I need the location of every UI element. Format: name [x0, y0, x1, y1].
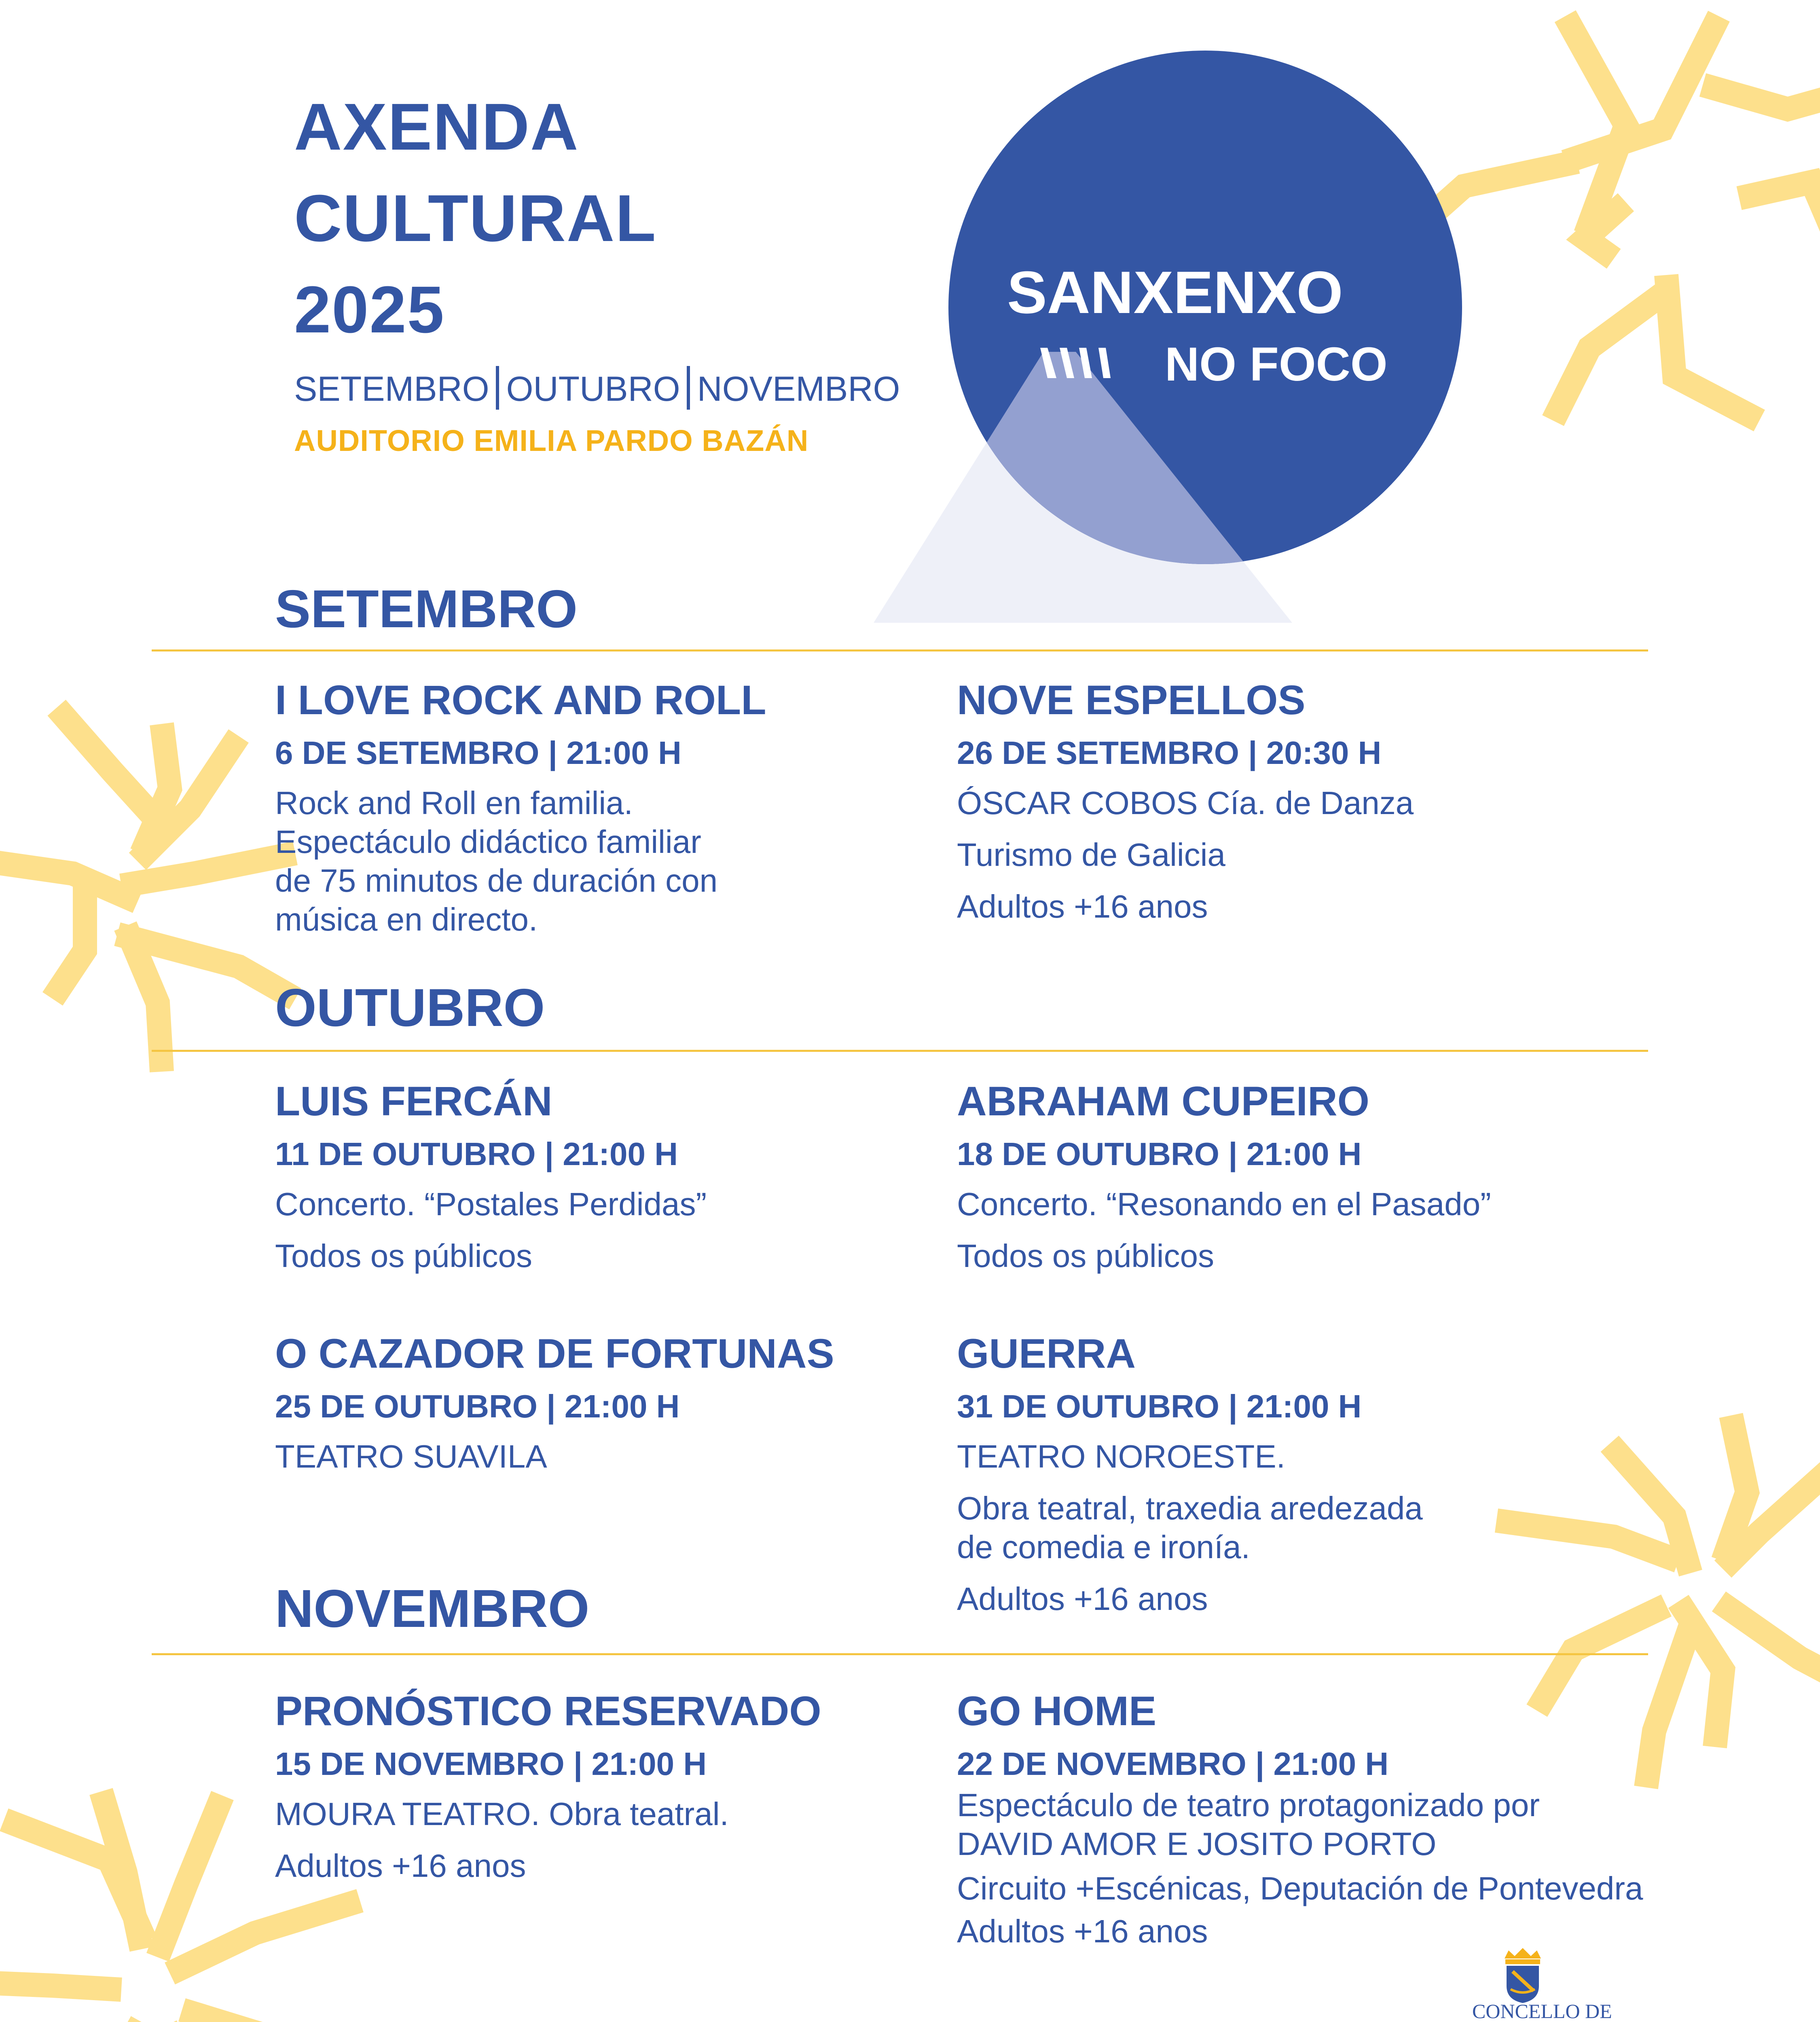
event-description: MOURA TEATRO. Obra teatral. [275, 1796, 729, 1832]
event-date: 15 DE NOVEMBRO | 21:00 H [275, 1746, 707, 1782]
event-title: GO HOME [957, 1688, 1157, 1734]
logo-subtitle: CONCELLO DE [1472, 2000, 1612, 2022]
event-audience: Todos os públicos [275, 1238, 532, 1274]
months-line [294, 366, 900, 410]
month-label: NOVEMBRO [697, 370, 900, 408]
event-description: Obra teatral, traxedia aredezada [957, 1490, 1423, 1526]
event-description: Espectáculo didáctico familiar [275, 824, 701, 860]
event-card [275, 679, 942, 939]
event-date: 22 DE NOVEMBRO | 21:00 H [957, 1746, 1389, 1782]
coat-of-arms-icon [1496, 1947, 1549, 2004]
event-audience: Todos os públicos [957, 1238, 1214, 1274]
event-title: O CAZADOR DE FORTUNAS [275, 1330, 834, 1377]
brand-name: SANXENXO [1007, 259, 1343, 326]
brand-subtitle: NO FOCO [1165, 338, 1388, 391]
event-title: PRONÓSTICO RESERVADO [275, 1688, 821, 1734]
event-description: Concerto. “Resonando en el Pasado” [957, 1186, 1491, 1222]
event-title: GUERRA [957, 1330, 1136, 1377]
section-divider [152, 1653, 1648, 1655]
title-line-2: CULTURAL [294, 181, 657, 255]
month-separator [687, 366, 690, 410]
event-description: de comedia e ironía. [957, 1529, 1250, 1565]
month-separator [496, 366, 499, 410]
event-description: DAVID AMOR E JOSITO PORTO [957, 1826, 1437, 1862]
event-description: TEATRO SUAVILA [275, 1438, 547, 1474]
event-audience: Adultos +16 anos [957, 888, 1208, 924]
event-description: Rock and Roll en familia. [275, 785, 633, 821]
section-heading-outubro: OUTUBRO [275, 978, 545, 1037]
event-card [957, 1690, 1766, 1951]
event-description: Espectáculo de teatro protagonizado por [957, 1787, 1540, 1823]
event-description: Turismo de Galicia [957, 837, 1225, 873]
event-card [957, 679, 1624, 926]
event-audience: Adultos +16 anos [275, 1848, 526, 1884]
event-description: ÓSCAR COBOS Cía. de Danza [957, 785, 1414, 821]
event-date: 31 DE OUTUBRO | 21:00 H [957, 1388, 1362, 1424]
event-card [957, 1078, 1624, 1275]
section-divider [152, 649, 1648, 651]
event-description: Circuito +Escénicas, Deputación de Pontevedra [957, 1870, 1643, 1906]
event-card [275, 1078, 942, 1275]
event-title: ABRAHAM CUPEIRO [957, 1078, 1369, 1124]
event-card [275, 1330, 942, 1476]
event-description: TEATRO NOROESTE. [957, 1438, 1285, 1474]
event-audience: Adultos +16 anos [957, 1913, 1208, 1949]
title-line-1: AXENDA [294, 90, 579, 164]
event-card [275, 1690, 942, 1885]
event-title: I LOVE ROCK AND ROLL [275, 677, 766, 723]
event-date: 26 DE SETEMBRO | 20:30 H [957, 735, 1382, 771]
event-audience: Adultos +16 anos [957, 1581, 1208, 1617]
event-date: 25 DE OUTUBRO | 21:00 H [275, 1388, 680, 1424]
venue: AUDITORIO EMILIA PARDO BAZÁN [294, 424, 809, 457]
month-label: OUTUBRO [506, 370, 680, 408]
event-description: música en directo. [275, 901, 538, 937]
event-date: 6 DE SETEMBRO | 21:00 H [275, 735, 681, 771]
event-date: 18 DE OUTUBRO | 21:00 H [957, 1136, 1362, 1172]
event-title: NOVE ESPELLOS [957, 677, 1306, 723]
event-date: 11 DE OUTUBRO | 21:00 H [275, 1136, 678, 1172]
event-description: de 75 minutos de duración con [275, 863, 718, 899]
section-heading-novembro: NOVEMBRO [275, 1579, 590, 1638]
month-label: SETEMBRO [294, 370, 489, 408]
section-divider [152, 1050, 1648, 1052]
title-line-3: 2025 [294, 273, 445, 347]
event-description: Concerto. “Postales Perdidas” [275, 1186, 707, 1222]
section-heading-setembro: SETEMBRO [275, 579, 578, 639]
event-title: LUIS FERCÁN [275, 1078, 552, 1124]
event-card [957, 1330, 1624, 1618]
